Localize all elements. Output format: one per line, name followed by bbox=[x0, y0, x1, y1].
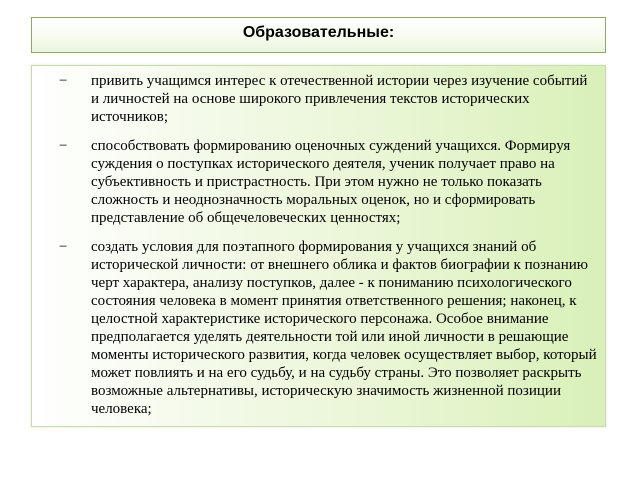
list-item bbox=[32, 72, 605, 126]
list-item-text: способствовать формированию оценочных суждений учащихся. Формируя суждения о поступках исторического деятеля, ученик получает право на субъективность и пристрастность. При этом нужно не только показать сложность и неоднозначность моральных оценок, но и сформировать представление об общечеловеческих ценностях; bbox=[91, 138, 571, 226]
content-box bbox=[31, 65, 606, 427]
list-item bbox=[32, 238, 605, 418]
bullet-dash: − bbox=[59, 73, 68, 89]
bullet-dash: − bbox=[59, 239, 68, 255]
objectives-list bbox=[32, 72, 605, 429]
bullet-dash: − bbox=[59, 138, 68, 154]
list-item bbox=[32, 137, 605, 227]
slide-title: Образовательные: bbox=[242, 24, 395, 41]
list-item-text: привить учащимся интерес к отечественной истории через изучение событий и личностей на основе широкого привлечения текстов исторических источников; bbox=[91, 73, 588, 125]
list-item-text: создать условия для поэтапного формирования у учащихся знаний об исторической личности: от внешнего облика и фактов биографии к познанию черт характера, анализу поступков, далее - к пониманию психологического состояния человека в момент принятия ответственного решения; наконец, к целостной характеристике исторического персонажа. Особое внимание предполагается уделять деятельности той или иной личности в решающие моменты исторического развития, когда человек осуществляет выбор, который может повлиять и на его судьбу, и на судьбу страны. Это позволяет раскрыть возможные альтернативы, историческую значимость жизненной позиции человека; bbox=[91, 239, 597, 417]
title-box bbox=[31, 17, 606, 53]
